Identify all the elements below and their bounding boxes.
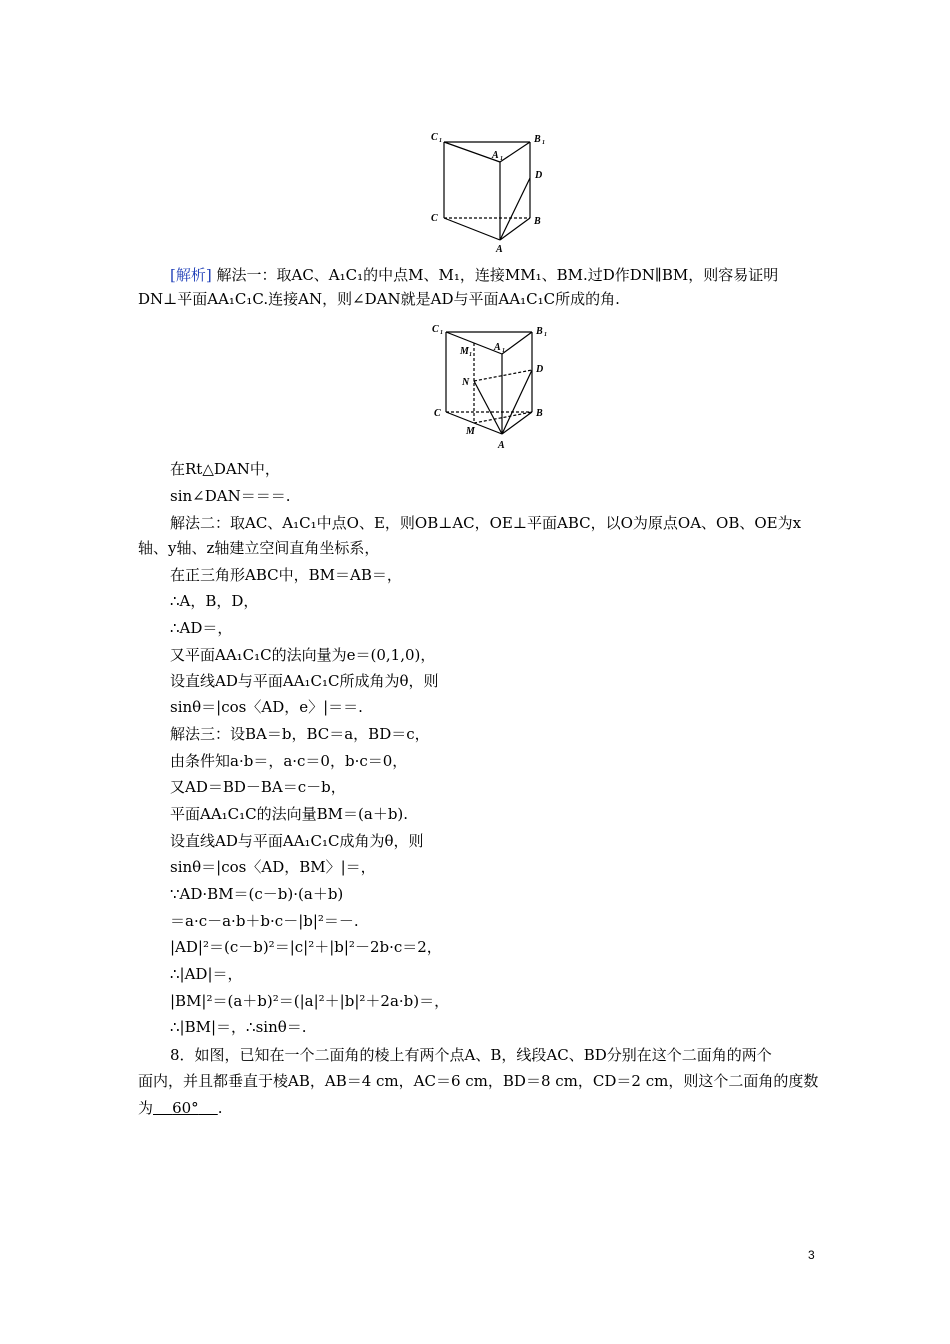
label-A: A xyxy=(498,440,505,451)
solution-line: ∴AD＝， xyxy=(170,619,233,637)
label-C1: C xyxy=(432,324,439,335)
solution-line: ∴A，B，D， xyxy=(170,592,259,610)
page-number: 3 xyxy=(808,1248,815,1262)
solution-line: 在正三角形ABC中，BM＝AB＝， xyxy=(170,566,402,584)
answer-blank: 60° xyxy=(172,1099,199,1117)
solution-line: 解法二：取AC、A₁C₁中点O、E，则OB⊥AC，OE⊥平面ABC，以O为原点OA、OB、OE为x xyxy=(170,514,802,532)
solution-line: sin∠DAN＝＝＝. xyxy=(170,487,291,505)
label-C: C xyxy=(431,213,438,224)
solution-line: sinθ＝|cos〈AD，e〉|＝＝. xyxy=(170,698,363,716)
svg-text:1: 1 xyxy=(469,352,472,358)
svg-text:1: 1 xyxy=(544,332,547,338)
label-A1: A xyxy=(494,342,501,353)
solution-line: |BM|²＝(a＋b)²＝(|a|²＋|b|²＋2a·b)＝， xyxy=(170,992,450,1010)
solution-line: 由条件知a·b＝，a·c＝0，b·c＝0， xyxy=(170,752,408,770)
label-A1: A xyxy=(492,150,499,161)
problem-8-line-1: 8．如图，已知在一个二面角的棱上有两个点A、B，线段AC、BD分别在这个二面角的两个 xyxy=(170,1046,772,1064)
label-B1: B xyxy=(534,134,541,145)
solution-line: 又平面AA₁C₁C的法向量为e＝(0,1,0)， xyxy=(170,646,436,664)
solution-line: 设直线AD与平面AA₁C₁C成角为θ，则 xyxy=(170,832,424,850)
solution-line: 设直线AD与平面AA₁C₁C所成角为θ，则 xyxy=(170,672,439,690)
solution-line: ＝a·c－a·b＋b·c－|b|²＝－. xyxy=(170,912,359,930)
label-C1: C xyxy=(431,132,438,143)
label-A: A xyxy=(496,244,503,255)
label-B1: B xyxy=(536,326,543,337)
label-M: M xyxy=(466,426,475,437)
label-D: D xyxy=(536,364,544,375)
label-C: C xyxy=(434,408,441,419)
analysis-tag: [解析] xyxy=(170,266,212,284)
analysis-line-1: [解析] 解法一：取AC、A₁C₁的中点M、M₁，连接MM₁、BM.过D作DN∥BM，则容易证明 xyxy=(170,266,779,284)
problem-8-line-2: 面内，并且都垂直于棱AB，AB＝4 cm，AC＝6 cm，BD＝8 cm，CD＝2 cm，则这个二面角的度数 xyxy=(138,1072,819,1090)
label-D: D xyxy=(535,170,543,181)
solution-line: ∴|AD|＝， xyxy=(170,965,243,983)
svg-text:1: 1 xyxy=(542,140,545,146)
svg-text:1: 1 xyxy=(502,348,505,354)
solution-line: 轴、y轴、z轴建立空间直角坐标系， xyxy=(138,539,380,557)
label-N: N xyxy=(462,377,470,388)
problem-8-line-3: 为 60° . xyxy=(138,1099,223,1117)
analysis-line-2: DN⊥平面AA₁C₁C.连接AN，则∠DAN就是AD与平面AA₁C₁C所成的角. xyxy=(138,290,620,308)
svg-text:1: 1 xyxy=(439,138,442,144)
label-M1: M xyxy=(460,346,469,357)
solution-line: sinθ＝|cos〈AD，BM〉|＝， xyxy=(170,858,376,876)
solution-line: 平面AA₁C₁C的法向量BM＝(a＋b). xyxy=(170,805,409,823)
solution-line: |AD|²＝(c－b)²＝|c|²＋|b|²－2b·c＝2， xyxy=(170,938,442,956)
solution-line: 在Rt△DAN中， xyxy=(170,460,280,478)
svg-text:1: 1 xyxy=(440,330,443,336)
solution-line: 解法三：设BA＝b，BC＝a，BD＝c， xyxy=(170,725,430,743)
prism-figure-1 xyxy=(428,128,552,256)
prism-figure-2 xyxy=(428,320,552,452)
label-B: B xyxy=(536,408,543,419)
svg-text:1: 1 xyxy=(500,156,503,162)
solution-line: 又AD＝BD－BA＝c－b， xyxy=(170,778,346,796)
label-B: B xyxy=(534,216,541,227)
solution-line: ∴|BM|＝，∴sinθ＝. xyxy=(170,1018,307,1036)
solution-line: ∵AD·BM＝(c－b)·(a＋b) xyxy=(170,885,344,903)
